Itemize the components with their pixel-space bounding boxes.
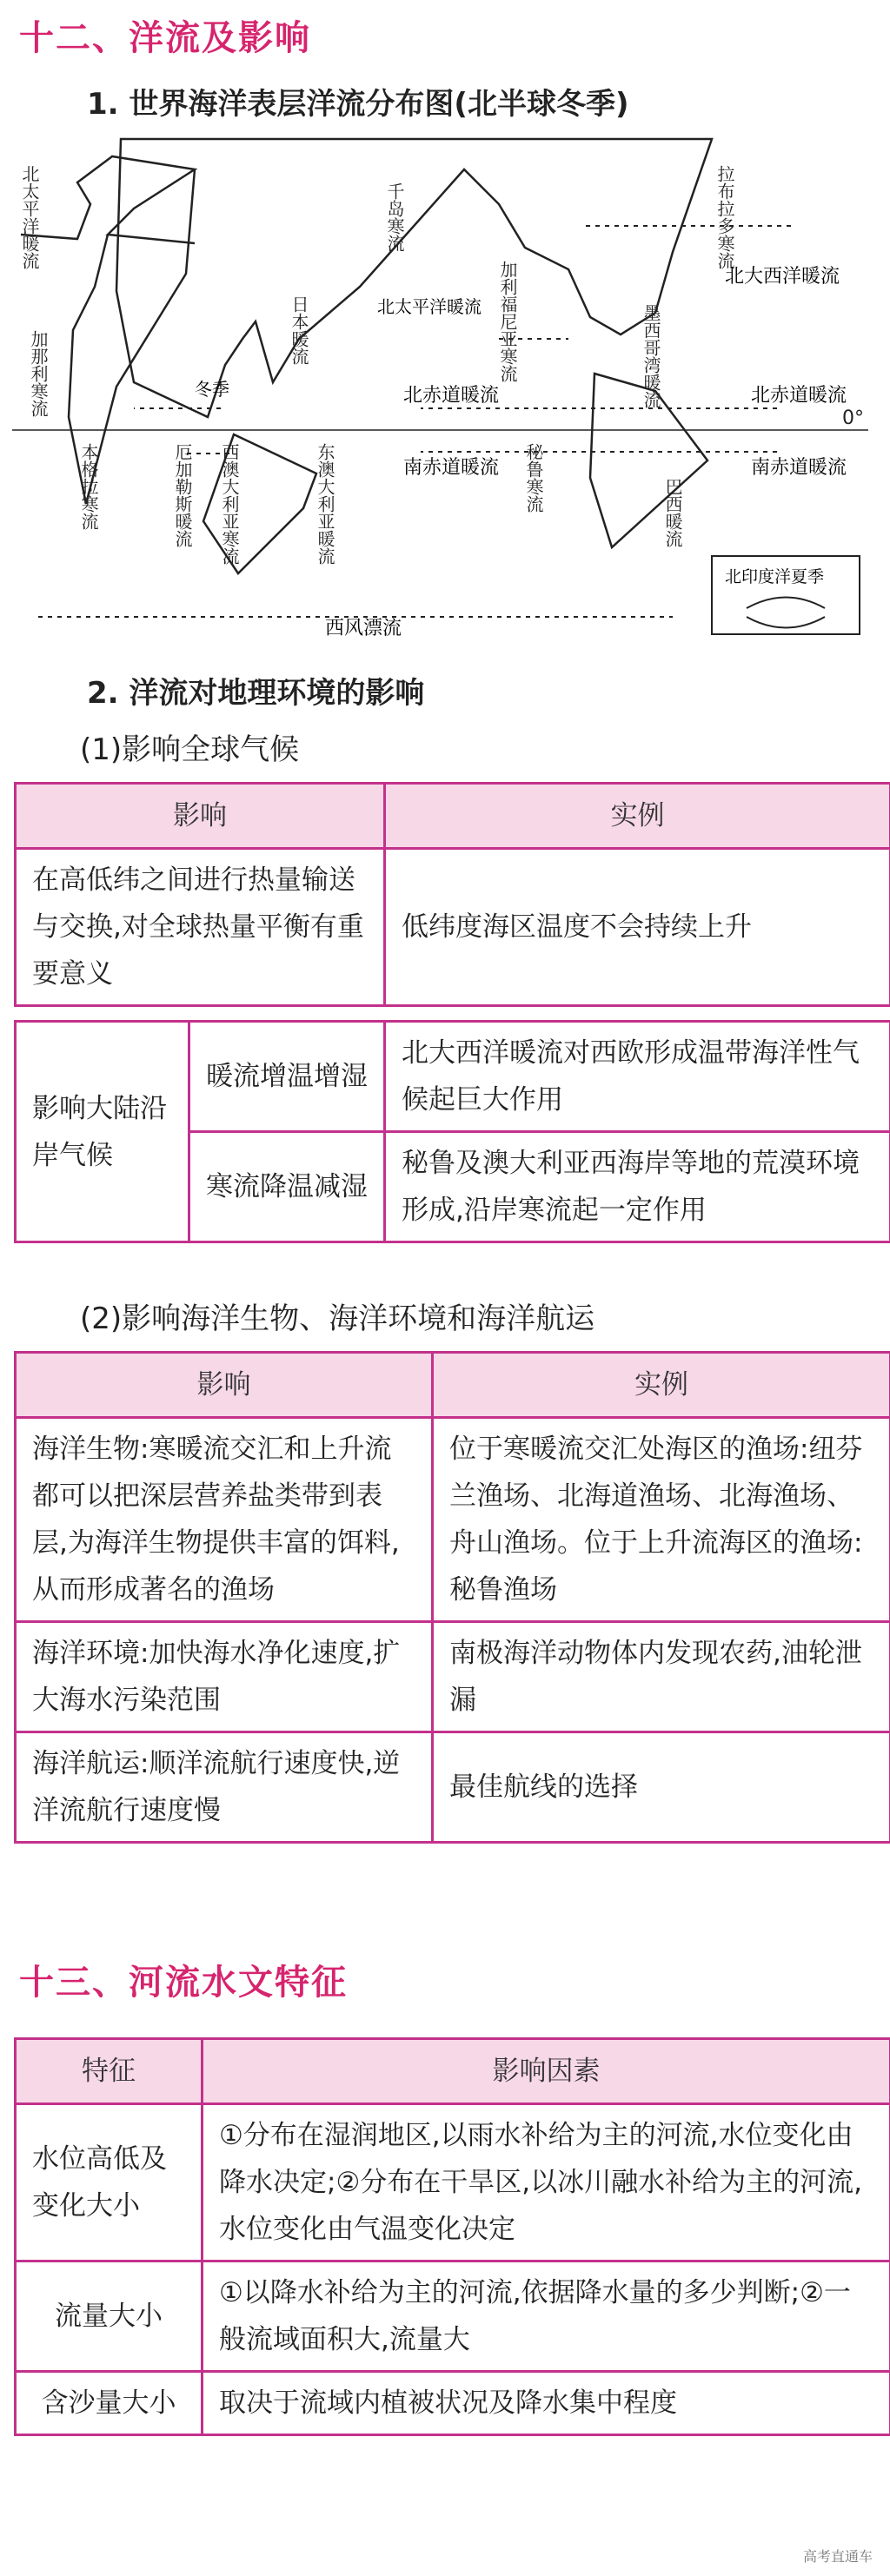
benguela-current-label: 本格拉寒流 bbox=[78, 443, 99, 530]
map-heading: 1. 世界海洋表层洋流分布图(北半球冬季) bbox=[87, 87, 629, 122]
example-heat-transfer: 低纬度海区温度不会持续上升 bbox=[385, 849, 890, 1006]
cold-current-effect: 寒流降温减湿 bbox=[189, 1132, 385, 1242]
equator-label: 0° bbox=[842, 407, 864, 429]
n-pacific-drift-label: 北太平洋暖流 bbox=[377, 296, 482, 317]
west-wind-drift-label: 西风漂流 bbox=[325, 618, 402, 639]
impact-shipping: 海洋航运:顺洋流航行速度快,逆洋流航行速度慢 bbox=[16, 1732, 433, 1843]
feature-sediment: 含沙量大小 bbox=[16, 2372, 203, 2435]
oyashio-current-label: 千岛寒流 bbox=[384, 182, 405, 252]
feature-discharge: 流量大小 bbox=[16, 2261, 203, 2372]
n-equatorial-label-2: 北赤道暖流 bbox=[751, 385, 847, 407]
kuroshio-current-label: 日本暖流 bbox=[289, 295, 309, 365]
peru-current-label: 秘鲁寒流 bbox=[523, 443, 544, 513]
agulhas-current-label: 厄加勒斯暖流 bbox=[172, 443, 193, 547]
feature-water-level: 水位高低及变化大小 bbox=[16, 2104, 203, 2261]
winter-label: 冬季 bbox=[195, 379, 229, 400]
california-current-label: 加利福尼亚寒流 bbox=[497, 261, 518, 382]
header-example: 实例 bbox=[385, 784, 890, 849]
n-atlantic-drift-label-2: 北太平洋暖流 bbox=[19, 165, 40, 269]
impact-marine-environment: 海洋环境:加快海水净化速度,扩大海水污染范围 bbox=[16, 1622, 433, 1732]
header-impact: 影响 bbox=[16, 784, 385, 849]
impact-coastal-climate: 影响大陆沿岸气候 bbox=[16, 1022, 189, 1242]
w-australia-current-label: 西澳大利亚寒流 bbox=[219, 443, 240, 565]
impact-marine-life: 海洋生物:寒暖流交汇和上升流都可以把深层营养盐类带到表层,为海洋生物提供丰富的饵料,从而形成著名的渔场 bbox=[16, 1418, 433, 1622]
n-equatorial-label: 北赤道暖流 bbox=[403, 385, 500, 407]
climate-table bbox=[14, 782, 890, 1007]
table-row bbox=[16, 1732, 890, 1843]
river-table bbox=[14, 2037, 890, 2436]
watermark: 高考直通车 bbox=[802, 2548, 873, 2565]
factor-discharge: ①以降水补给为主的河流,依据降水量的多少判断;②一般流域面积大,流量大 bbox=[203, 2261, 890, 2372]
marine-subheading: (2)影响海洋生物、海洋环境和海洋航运 bbox=[80, 1301, 595, 1336]
impact-heading: 2. 洋流对地理环境的影响 bbox=[87, 676, 425, 711]
example-warm-current: 北大西洋暖流对西欧形成温带海洋性气候起巨大作用 bbox=[385, 1022, 890, 1132]
factor-water-level: ①分布在湿润地区,以雨水补给为主的河流,水位变化由降水决定;②分布在干旱区,以冰川融水补给为主的河流,水位变化由气温变化决定 bbox=[203, 2104, 890, 2261]
e-australia-current-label: 东澳大利亚暖流 bbox=[315, 443, 335, 565]
section-12-title: 十二、洋流及影响 bbox=[19, 18, 311, 58]
example-marine-life: 位于寒暖流交汇处海区的渔场:纽芬兰渔场、北海道渔场、北海渔场、舟山渔场。位于上升流海区的渔场:秘鲁渔场 bbox=[433, 1418, 890, 1622]
s-equatorial-label: 南赤道暖流 bbox=[403, 457, 500, 479]
coastal-climate-table bbox=[14, 1020, 890, 1243]
section-13-title: 十三、河流水文特征 bbox=[19, 1963, 348, 2003]
header-example-2: 实例 bbox=[433, 1353, 890, 1418]
warm-current-effect: 暖流增温增湿 bbox=[189, 1022, 385, 1132]
table-row bbox=[16, 1622, 890, 1732]
monsoon-legend-label: 北印度洋夏季 bbox=[725, 567, 825, 586]
example-shipping: 最佳航线的选择 bbox=[433, 1732, 890, 1843]
header-factor: 影响因素 bbox=[203, 2039, 890, 2104]
n-atlantic-drift-label: 北大西洋暖流 bbox=[725, 266, 840, 288]
gulf-stream-label: 墨西哥湾暖流 bbox=[641, 304, 661, 408]
climate-subheading: (1)影响全球气候 bbox=[80, 732, 300, 767]
impact-heat-transfer: 在高低纬之间进行热量输送与交换,对全球热量平衡有重要意义 bbox=[16, 849, 385, 1006]
marine-table bbox=[14, 1351, 890, 1844]
factor-sediment: 取决于流域内植被状况及降水集中程度 bbox=[203, 2372, 890, 2435]
header-impact-2: 影响 bbox=[16, 1353, 433, 1418]
table-row bbox=[16, 2104, 890, 2261]
table-row bbox=[16, 2261, 890, 2372]
example-cold-current: 秘鲁及澳大利亚西海岸等地的荒漠环境形成,沿岸寒流起一定作用 bbox=[385, 1132, 890, 1242]
canary-current-label: 加那利寒流 bbox=[28, 330, 49, 417]
header-feature: 特征 bbox=[16, 2039, 203, 2104]
labrador-current-label: 拉布拉多寒流 bbox=[714, 165, 735, 269]
ocean-current-map bbox=[12, 130, 881, 643]
table-row bbox=[16, 1418, 890, 1622]
s-equatorial-label-2: 南赤道暖流 bbox=[751, 457, 847, 479]
example-marine-environment: 南极海洋动物体内发现农药,油轮泄漏 bbox=[433, 1622, 890, 1732]
brazil-current-label: 巴西暖流 bbox=[662, 478, 683, 547]
table-row bbox=[16, 2372, 890, 2435]
